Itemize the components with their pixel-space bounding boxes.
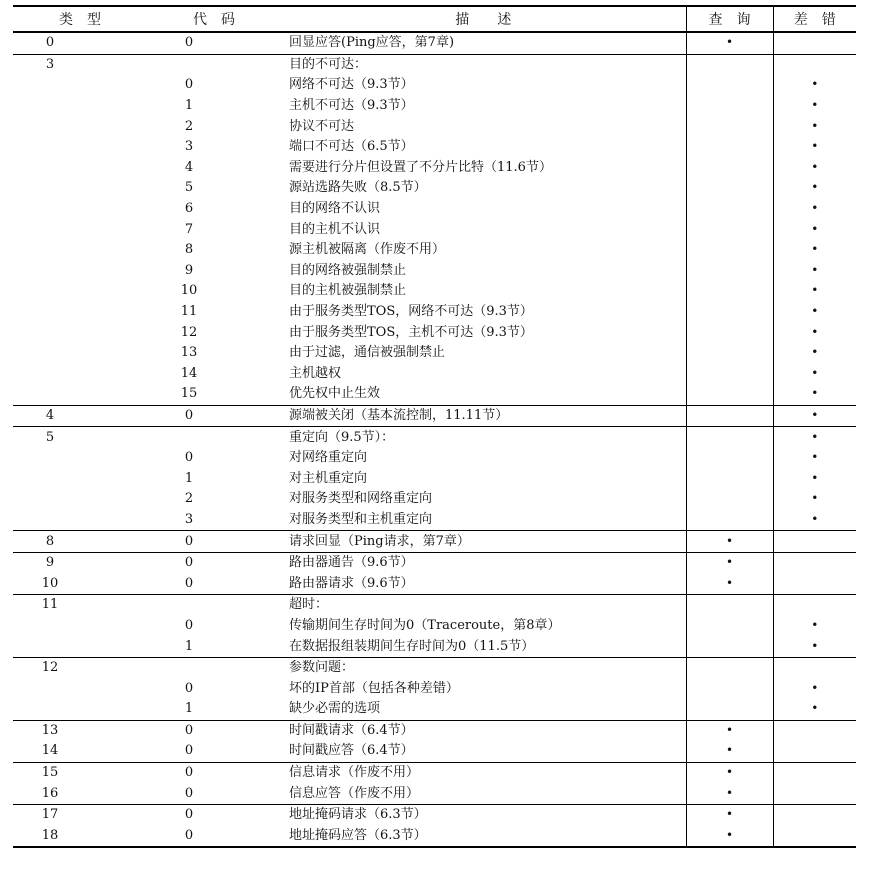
query-marker: • [725, 785, 734, 800]
cell-type [13, 448, 147, 469]
cell-type [13, 699, 147, 720]
cell-code: 6 [184, 201, 194, 217]
cell-error [773, 405, 856, 427]
table-row [13, 281, 856, 302]
cell-code: 0 [184, 77, 194, 93]
cell-description: 由于服务类型TOS，网络不可达（9.3节） [289, 304, 533, 320]
table-row [13, 489, 856, 510]
error-marker: • [811, 262, 819, 277]
cell-error [773, 427, 856, 448]
cell-query [686, 302, 773, 323]
cell-query [686, 178, 773, 199]
cell-type: 12 [13, 657, 147, 678]
cell-type [13, 219, 147, 240]
table-row [13, 762, 856, 783]
cell-query [686, 510, 773, 531]
cell-code: 2 [184, 491, 194, 507]
cell-error [773, 489, 856, 510]
cell-type [13, 678, 147, 699]
cell-query [686, 96, 773, 117]
cell-description: 重定向（9.5节）： [281, 427, 686, 448]
table-row [13, 783, 856, 804]
cell-error [773, 116, 856, 137]
cell-code: 9 [184, 262, 194, 278]
error-marker: • [811, 159, 819, 174]
cell-type [13, 137, 147, 158]
table-row [13, 595, 856, 616]
error-marker: • [811, 283, 819, 298]
cell-query [686, 573, 773, 594]
table-row [13, 322, 856, 343]
cell-code: 0 [147, 552, 281, 573]
error-marker: • [811, 701, 819, 716]
error-marker: • [811, 511, 819, 526]
cell-type [13, 322, 147, 343]
cell-query [686, 240, 773, 261]
table-row [13, 468, 856, 489]
cell-query [686, 261, 773, 282]
cell-type [13, 116, 147, 137]
table-header-row [13, 6, 856, 32]
cell-query [686, 741, 773, 762]
cell-query [686, 448, 773, 469]
cell-description: 时间戳请求（6.4节） [281, 720, 686, 741]
cell-type [13, 75, 147, 96]
cell-code: 0 [184, 785, 194, 801]
cell-description: 信息请求（作废不用） [281, 762, 686, 783]
cell-error [773, 573, 856, 594]
cell-error [773, 384, 856, 405]
error-marker: • [811, 221, 819, 236]
table-row [13, 261, 856, 282]
cell-error [773, 240, 856, 261]
cell-code: 7 [184, 221, 194, 237]
table-row [13, 636, 856, 657]
query-marker: • [725, 533, 734, 548]
cell-error [773, 137, 856, 158]
cell-error [773, 826, 856, 848]
cell-code: 0 [184, 743, 194, 759]
cell-description: 超时： [281, 595, 686, 616]
cell-error [773, 32, 856, 54]
cell-code: 0 [147, 405, 281, 427]
cell-description: 端口不可达（6.5节） [289, 139, 414, 155]
cell-type [13, 302, 147, 323]
cell-type: 17 [13, 804, 147, 825]
cell-type: 4 [13, 405, 147, 427]
cell-type [13, 178, 147, 199]
query-marker: • [725, 743, 734, 758]
table-row [13, 804, 856, 825]
error-marker: • [811, 407, 819, 422]
cell-error [773, 178, 856, 199]
cell-type [13, 636, 147, 657]
cell-type [13, 384, 147, 405]
table-row [13, 178, 856, 199]
cell-error [773, 343, 856, 364]
cell-description: 对服务类型和主机重定向 [289, 511, 433, 527]
error-marker: • [811, 470, 819, 485]
cell-code: 0 [147, 531, 281, 553]
error-marker: • [811, 680, 819, 695]
cell-error [773, 75, 856, 96]
cell-description: 由于过滤，通信被强制禁止 [289, 345, 446, 361]
cell-type [13, 96, 147, 117]
cell-error [773, 616, 856, 637]
error-marker: • [811, 429, 819, 444]
cell-code [147, 595, 281, 616]
cell-type [13, 364, 147, 385]
cell-type [13, 281, 147, 302]
cell-code: 1 [184, 701, 194, 717]
table-row [13, 158, 856, 179]
cell-description: 对服务类型和网络重定向 [289, 491, 433, 507]
cell-description: 优先权中止生效 [289, 386, 381, 402]
table-row [13, 720, 856, 741]
cell-type: 11 [13, 595, 147, 616]
cell-query [686, 281, 773, 302]
cell-query [686, 32, 773, 54]
cell-type: 13 [13, 720, 147, 741]
table-row [13, 302, 856, 323]
cell-type [13, 199, 147, 220]
cell-type: 3 [13, 54, 147, 75]
cell-code: 1 [184, 98, 194, 114]
cell-error [773, 468, 856, 489]
header-code: 代 码 [147, 6, 281, 32]
cell-query [686, 762, 773, 783]
cell-error [773, 699, 856, 720]
cell-description: 时间戳应答（6.4节） [289, 743, 414, 759]
cell-description: 主机不可达（9.3节） [289, 98, 414, 114]
cell-description: 目的网络不认识 [289, 201, 381, 217]
cell-code: 13 [180, 345, 198, 361]
cell-error [773, 783, 856, 804]
cell-type [13, 510, 147, 531]
cell-type [13, 489, 147, 510]
cell-query [686, 657, 773, 678]
cell-query [686, 364, 773, 385]
table-row [13, 116, 856, 137]
cell-code [147, 54, 281, 75]
table-row [13, 826, 856, 848]
cell-description: 路由器通告（9.6节） [281, 552, 686, 573]
cell-error [773, 364, 856, 385]
cell-error [773, 531, 856, 553]
table-row [13, 75, 856, 96]
cell-description: 网络不可达（9.3节） [289, 77, 414, 93]
table-row [13, 616, 856, 637]
cell-type: 14 [41, 743, 59, 759]
table-row [13, 240, 856, 261]
cell-type: 10 [41, 575, 59, 591]
cell-query [686, 343, 773, 364]
cell-type [13, 158, 147, 179]
error-marker: • [811, 201, 819, 216]
cell-code: 10 [180, 283, 198, 299]
header-type: 类 型 [13, 6, 147, 32]
cell-description: 参数问题： [281, 657, 686, 678]
cell-description: 地址掩码请求（6.3节） [281, 804, 686, 825]
cell-query [686, 322, 773, 343]
cell-description: 由于服务类型TOS，主机不可达（9.3节） [289, 324, 533, 340]
cell-query [686, 552, 773, 573]
cell-description: 需要进行分片但设置了不分片比特（11.6节） [289, 159, 552, 175]
cell-error [773, 636, 856, 657]
cell-query [686, 199, 773, 220]
query-marker: • [725, 35, 734, 50]
error-marker: • [811, 386, 819, 401]
cell-description: 信息应答（作废不用） [289, 785, 420, 801]
cell-query [686, 54, 773, 75]
error-marker: • [811, 242, 819, 257]
cell-description: 源站选路失败（8.5节） [289, 180, 427, 196]
cell-type [13, 616, 147, 637]
cell-query [686, 468, 773, 489]
cell-type [13, 468, 147, 489]
error-marker: • [811, 450, 819, 465]
cell-error [773, 678, 856, 699]
cell-description: 缺少必需的选项 [289, 701, 381, 717]
cell-error [773, 302, 856, 323]
cell-code: 11 [180, 304, 198, 320]
cell-type: 15 [13, 762, 147, 783]
error-marker: • [811, 118, 819, 133]
cell-description: 请求回显（Ping请求，第7章） [281, 531, 686, 553]
cell-code: 0 [184, 617, 194, 633]
cell-type [13, 261, 147, 282]
cell-code: 0 [184, 680, 194, 696]
query-marker: • [725, 555, 734, 570]
error-marker: • [811, 304, 819, 319]
cell-query [686, 678, 773, 699]
cell-query [686, 137, 773, 158]
cell-type: 8 [13, 531, 147, 553]
error-marker: • [811, 638, 819, 653]
cell-query [686, 116, 773, 137]
cell-query [686, 699, 773, 720]
cell-code: 2 [184, 118, 194, 134]
cell-description: 协议不可达 [289, 118, 355, 134]
query-marker: • [725, 827, 734, 842]
cell-type: 0 [45, 35, 55, 51]
cell-query [686, 783, 773, 804]
cell-error [773, 281, 856, 302]
query-marker: • [725, 765, 734, 780]
query-marker: • [725, 575, 734, 590]
cell-error [773, 510, 856, 531]
error-marker: • [811, 345, 819, 360]
cell-code: 0 [184, 575, 194, 591]
cell-query [686, 219, 773, 240]
cell-description: 对主机重定向 [289, 470, 368, 486]
cell-query [686, 427, 773, 448]
cell-code: 3 [184, 139, 194, 155]
table-row [13, 199, 856, 220]
cell-description: 传输期间生存时间为0（Traceroute，第8章） [289, 617, 561, 633]
cell-query [686, 75, 773, 96]
table-row [13, 510, 856, 531]
cell-description: 目的主机被强制禁止 [289, 283, 407, 299]
header-error: 差 错 [773, 6, 856, 32]
cell-error [773, 219, 856, 240]
cell-code: 3 [184, 511, 194, 527]
table-row [13, 137, 856, 158]
cell-error [773, 448, 856, 469]
table-row [13, 552, 856, 573]
cell-type [13, 240, 147, 261]
table-row [13, 657, 856, 678]
error-marker: • [811, 324, 819, 339]
cell-error [773, 322, 856, 343]
cell-query [686, 826, 773, 848]
cell-description: 回显应答(Ping应答，第7章) [289, 35, 455, 51]
error-marker: • [811, 365, 819, 380]
cell-code [147, 427, 281, 448]
cell-type: 9 [13, 552, 147, 573]
error-marker: • [811, 98, 819, 113]
table-row [13, 448, 856, 469]
header-description: 描 述 [281, 6, 686, 32]
error-marker: • [811, 491, 819, 506]
cell-error [773, 741, 856, 762]
table-row [13, 96, 856, 117]
table-row [13, 427, 856, 448]
table-body [13, 32, 856, 847]
cell-description: 源主机被隔离（作废不用） [289, 242, 446, 258]
cell-code: 15 [180, 386, 198, 402]
cell-query [686, 804, 773, 825]
cell-type: 5 [13, 427, 147, 448]
cell-code: 14 [180, 365, 198, 381]
error-marker: • [811, 617, 819, 632]
cell-code: 0 [184, 450, 194, 466]
cell-code: 0 [147, 720, 281, 741]
cell-query [686, 636, 773, 657]
table-row [13, 384, 856, 405]
table-row [13, 364, 856, 385]
cell-query [686, 384, 773, 405]
cell-error [773, 96, 856, 117]
cell-error [773, 657, 856, 678]
table-row [13, 531, 856, 553]
error-marker: • [811, 77, 819, 92]
cell-description: 主机越权 [289, 365, 342, 381]
table-row [13, 54, 856, 75]
cell-description: 目的不可达： [281, 54, 686, 75]
table-row [13, 573, 856, 594]
cell-code: 5 [184, 180, 194, 196]
cell-error [773, 762, 856, 783]
cell-type: 16 [41, 785, 59, 801]
cell-query [686, 405, 773, 427]
cell-query [686, 720, 773, 741]
cell-code: 0 [184, 35, 194, 51]
cell-type: 18 [13, 826, 147, 848]
cell-code: 4 [184, 159, 194, 175]
cell-error [773, 595, 856, 616]
cell-query [686, 595, 773, 616]
cell-query [686, 616, 773, 637]
header-query: 查 询 [686, 6, 773, 32]
cell-code: 0 [147, 762, 281, 783]
cell-description: 目的主机不认识 [289, 221, 381, 237]
query-marker: • [725, 807, 734, 822]
cell-error [773, 552, 856, 573]
table-row [13, 343, 856, 364]
cell-description: 坏的IP首部（包括各种差错） [289, 680, 459, 696]
error-marker: • [811, 139, 819, 154]
cell-query [686, 489, 773, 510]
cell-error [773, 199, 856, 220]
cell-description: 源端被关闭（基本流控制，11.11节） [281, 405, 686, 427]
error-marker: • [811, 180, 819, 195]
cell-description: 目的网络被强制禁止 [289, 262, 407, 278]
cell-error [773, 158, 856, 179]
table-row [13, 741, 856, 762]
cell-description: 对网络重定向 [289, 450, 368, 466]
cell-code: 0 [147, 804, 281, 825]
cell-query [686, 158, 773, 179]
cell-description: 路由器请求（9.6节） [289, 575, 414, 591]
cell-code: 1 [184, 470, 194, 486]
table-row [13, 405, 856, 427]
cell-query [686, 531, 773, 553]
cell-error [773, 720, 856, 741]
table-row [13, 699, 856, 720]
cell-code: 12 [180, 324, 198, 340]
table-row [13, 32, 856, 54]
cell-type [13, 343, 147, 364]
cell-error [773, 261, 856, 282]
query-marker: • [725, 722, 734, 737]
icmp-message-types-table [13, 5, 856, 848]
table-row [13, 678, 856, 699]
cell-error [773, 54, 856, 75]
cell-code: 0 [147, 826, 281, 848]
cell-description: 地址掩码应答（6.3节） [281, 826, 686, 848]
cell-code: 1 [184, 638, 194, 654]
table-row [13, 219, 856, 240]
cell-code: 8 [184, 242, 194, 258]
cell-code [147, 657, 281, 678]
cell-description: 在数据报组装期间生存时间为0（11.5节） [289, 638, 535, 654]
cell-error [773, 804, 856, 825]
